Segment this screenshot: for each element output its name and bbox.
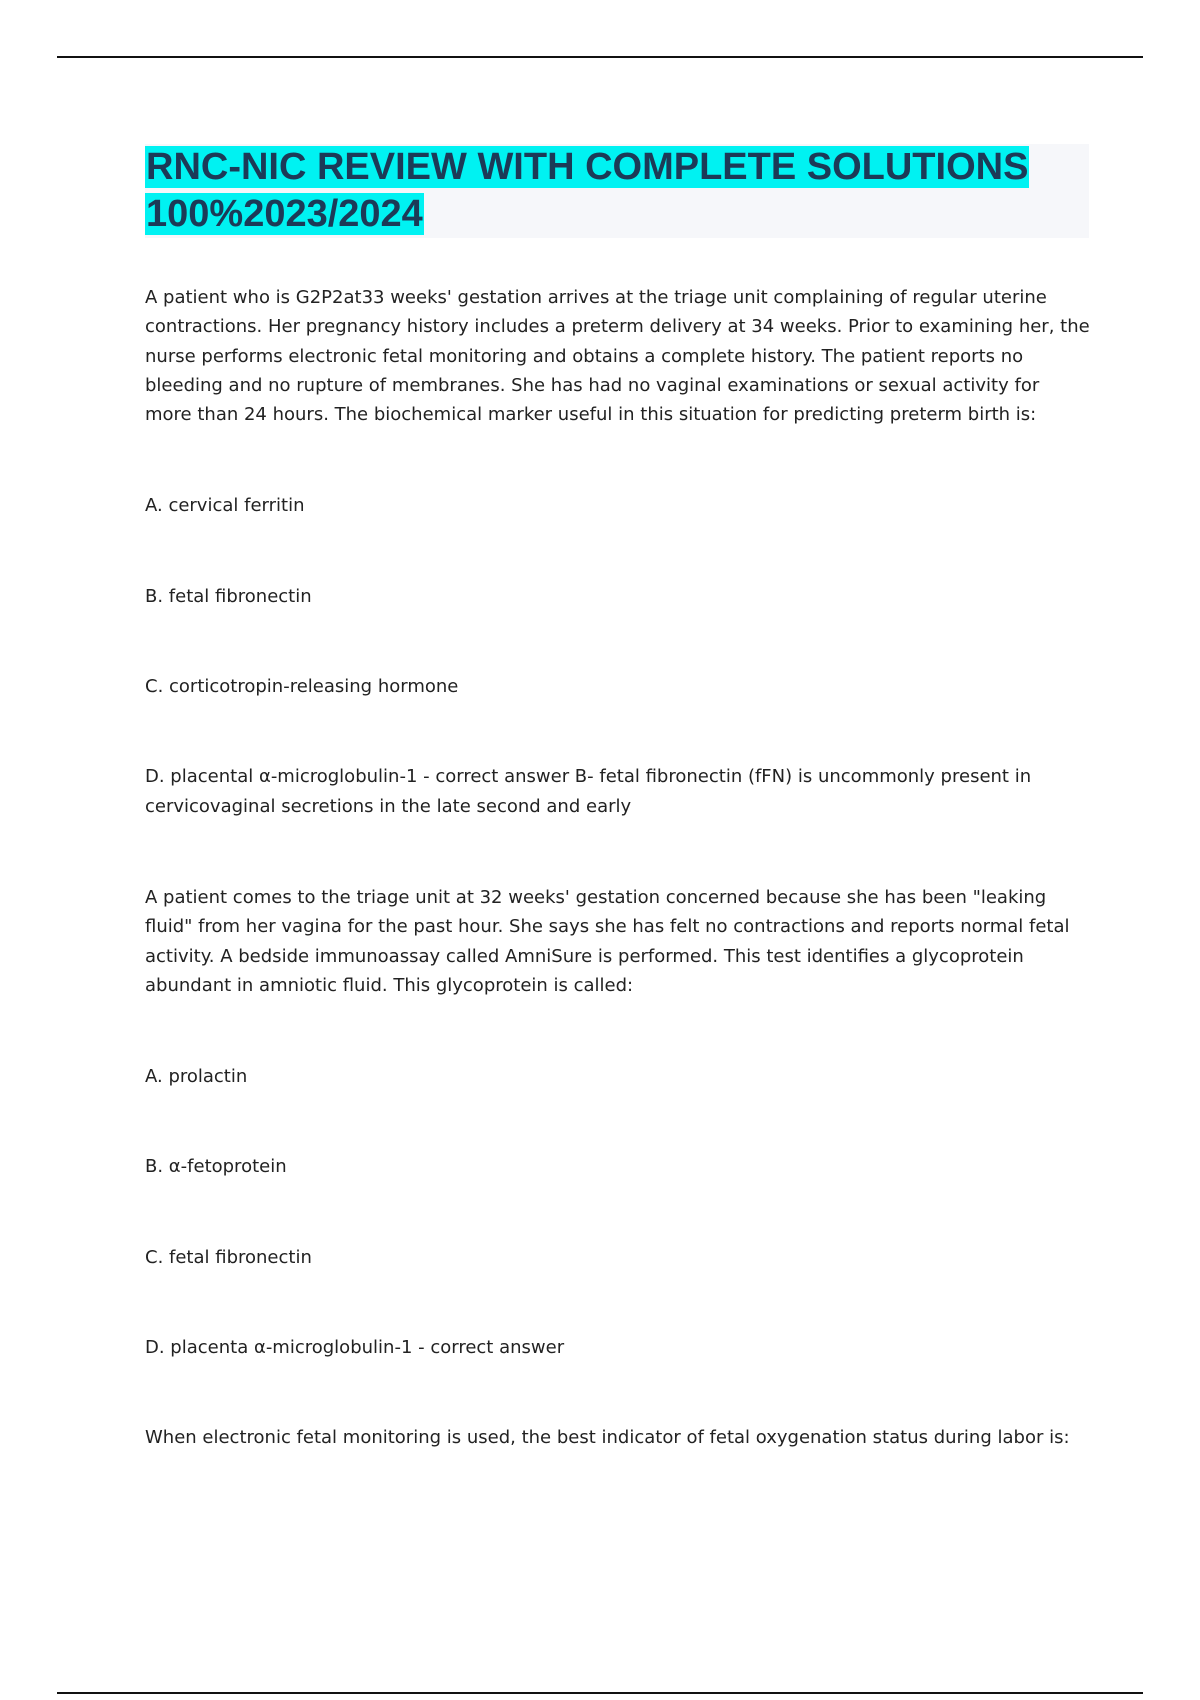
question-1-option-b: B. fetal fibronectin bbox=[145, 585, 312, 607]
question-2-option-c: C. fetal fibronectin bbox=[145, 1246, 312, 1268]
question-2-stem: A patient comes to the triage unit at 32 weeks' gestation concerned because she has been "leaking fluid" from her vagina for the past hour. She says she has felt no contractions and reports normal fetal activity. A bedside immunoassay called AmniSure is performed. This test identifies a glycoprotein abundant in amniotic fluid. This glycoprotein is called: bbox=[145, 886, 1070, 996]
footer-rule bbox=[57, 1692, 1143, 1694]
question-2-option-a: A. prolactin bbox=[145, 1066, 248, 1088]
question-2-option-b: B. α-fetoprotein bbox=[145, 1156, 287, 1178]
question-3-stem: When electronic fetal monitoring is used, the best indicator of fetal oxygenation status during labor is: bbox=[145, 1427, 1070, 1449]
question-1-option-c: C. corticotropin-releasing hormone bbox=[145, 676, 459, 698]
question-1-option-a: A. cervical ferritin bbox=[145, 495, 305, 517]
header-rule bbox=[57, 56, 1143, 58]
title-line-2: 100%2023/2024 bbox=[146, 193, 423, 235]
document-body bbox=[145, 283, 1090, 1453]
question-1-stem: A patient who is G2P2at33 weeks' gestation arrives at the triage unit complaining of regular uterine contractions. Her pregnancy history includes a preterm delivery at 34 weeks. Prior to examining her, the nurse performs electronic fetal monitoring and obtains a complete history. The patient reports no bleeding and no rupture of membranes. She has had no vaginal examinations or sexual activity for more than 24 hours. The biochemical marker useful in this situation for predicting preterm birth is: bbox=[145, 287, 1090, 426]
question-2-option-d: D. placenta α-microglobulin-1 - correct answer bbox=[145, 1337, 565, 1359]
title-block bbox=[145, 144, 1089, 238]
question-1-option-d: D. placental α-microglobulin-1 - correct answer B- fetal fibronectin (fFN) is uncommonly present in cervicovaginal secretions in the late second and early bbox=[145, 766, 1032, 817]
document-title bbox=[145, 144, 1089, 238]
title-line-1: RNC-NIC REVIEW WITH COMPLETE SOLUTIONS bbox=[146, 146, 1029, 188]
